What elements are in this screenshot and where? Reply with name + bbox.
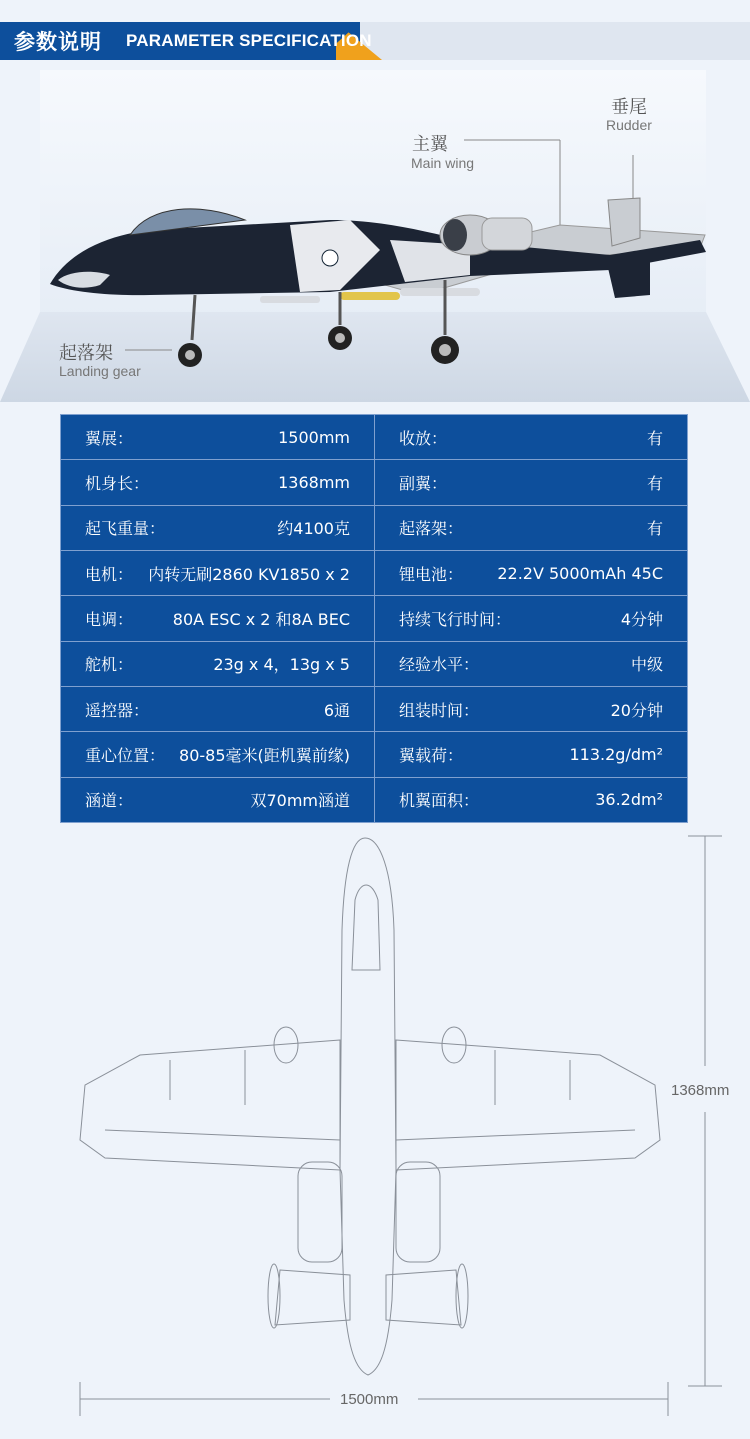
dimension-span: 1500mm xyxy=(340,1391,399,1408)
spec-value: 有 xyxy=(646,428,663,448)
callout-main-wing-en: Main wing xyxy=(411,155,475,171)
spec-label: 收放： xyxy=(399,428,448,448)
callout-main-wing-cn: 主翼 xyxy=(412,134,448,155)
header-title-en: PARAMETER SPECIFICATION xyxy=(126,31,372,50)
spec-label: 起落架： xyxy=(399,519,464,539)
spec-label: 起飞重量： xyxy=(85,519,166,539)
spec-label: 电调： xyxy=(85,609,134,629)
callout-landing-gear-cn: 起落架 xyxy=(59,343,113,364)
spec-value: 有 xyxy=(646,473,663,493)
spec-value: 20分钟 xyxy=(610,700,663,720)
spec-value: 80A ESC x 2 和8A BEC xyxy=(172,609,350,629)
spec-label: 翼载荷： xyxy=(399,745,464,765)
spec-value: 23g x 4，13g x 5 xyxy=(213,655,350,675)
spec-label: 机身长： xyxy=(85,473,150,493)
callout-landing-gear-en: Landing gear xyxy=(59,363,141,379)
spec-value: 内转无刷2860 KV1850 x 2 xyxy=(148,564,350,584)
spec-row xyxy=(61,550,688,595)
spec-label: 遥控器： xyxy=(85,700,150,720)
spec-value: 113.2g/dm² xyxy=(569,744,663,764)
spec-value: 约4100克 xyxy=(277,519,350,539)
spec-value: 有 xyxy=(646,519,663,539)
top-view-drawing xyxy=(0,830,750,1430)
spec-row xyxy=(61,505,688,550)
spec-value: 1368mm xyxy=(278,472,350,492)
spec-label: 涵道： xyxy=(85,791,134,811)
spec-label: 舵机： xyxy=(85,655,134,675)
dimension-length: 1368mm xyxy=(671,1082,730,1099)
spec-label: 锂电池： xyxy=(399,564,464,584)
spec-label: 重心位置： xyxy=(85,745,166,765)
spec-label: 电机： xyxy=(85,564,134,584)
callout-rudder-en: Rudder xyxy=(606,117,652,133)
spec-value: 双70mm涵道 xyxy=(250,791,350,811)
spec-row xyxy=(61,777,688,822)
spec-value: 80-85毫米(距机翼前缘) xyxy=(179,745,350,765)
spec-value: 6通 xyxy=(323,700,350,720)
spec-table xyxy=(60,414,688,823)
spec-row xyxy=(61,732,688,777)
spec-value: 4分钟 xyxy=(620,609,663,629)
spec-row xyxy=(61,641,688,686)
spec-label: 经验水平： xyxy=(399,655,480,675)
header-title-cn: 参数说明 xyxy=(14,30,102,54)
spec-row xyxy=(61,415,688,460)
spec-label: 组装时间： xyxy=(399,700,480,720)
spec-row xyxy=(61,686,688,731)
spec-label: 副翼： xyxy=(399,473,448,493)
spec-label: 持续飞行时间： xyxy=(399,609,512,629)
spec-row xyxy=(61,596,688,641)
spec-row xyxy=(61,460,688,505)
spec-value: 22.2V 5000mAh 45C xyxy=(497,563,663,583)
spec-label: 翼展： xyxy=(85,428,134,448)
spec-value: 中级 xyxy=(630,655,663,675)
spec-value: 1500mm xyxy=(278,427,350,447)
callout-rudder-cn: 垂尾 xyxy=(611,97,647,118)
spec-label: 机翼面积： xyxy=(399,791,480,811)
spec-value: 36.2dm² xyxy=(595,790,663,810)
